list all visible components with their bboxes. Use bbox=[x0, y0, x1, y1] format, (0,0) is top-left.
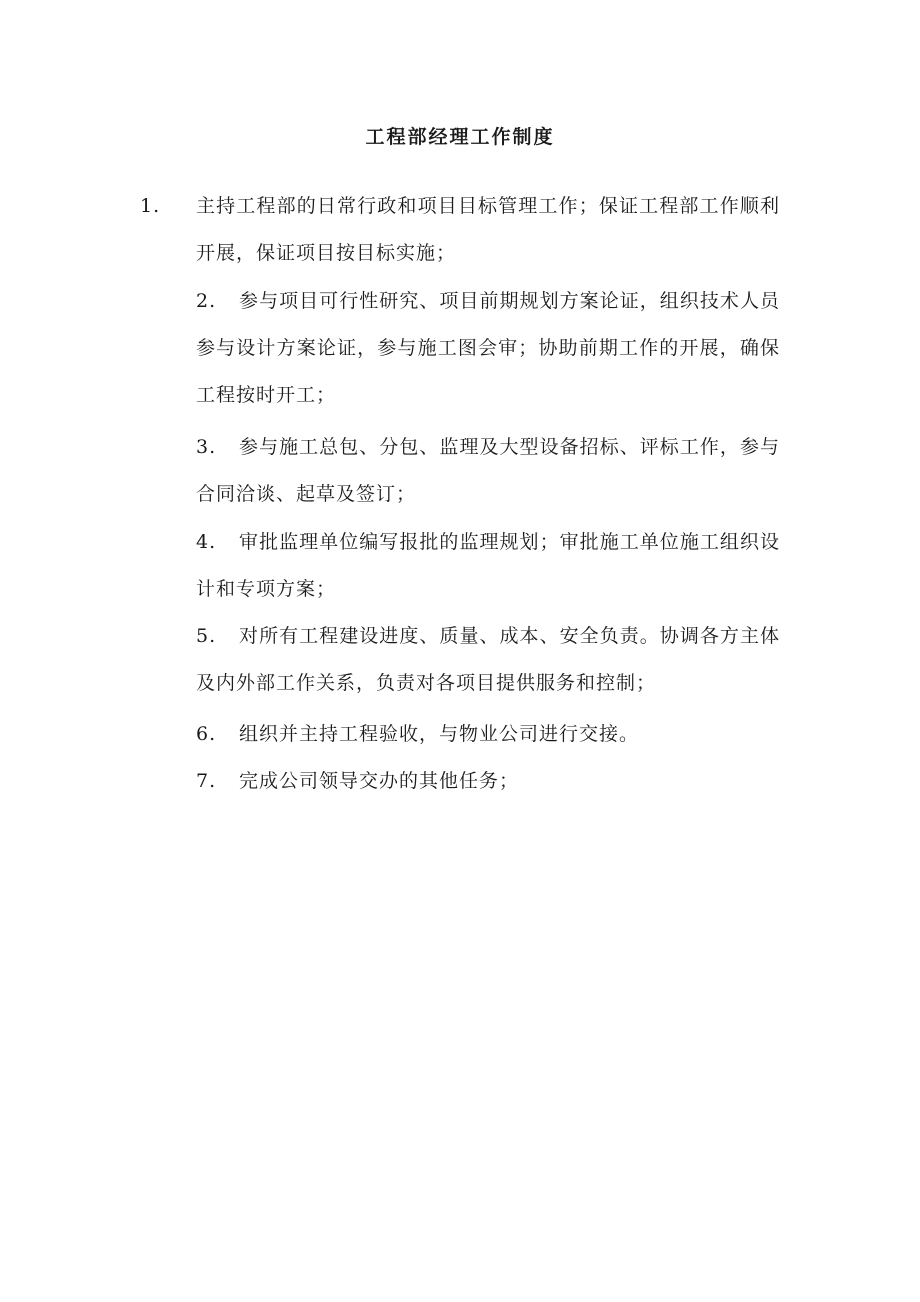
item-text: 主持工程部的日常行政和项目目标管理工作；保证工程部工作顺利开展，保证项目按目标实施； bbox=[196, 195, 780, 264]
list-item bbox=[196, 711, 780, 758]
item-number: 1. bbox=[140, 195, 161, 217]
item-text: 参与施工总包、分包、监理及大型设备招标、评标工作，参与合同洽谈、起草及签订； bbox=[196, 436, 780, 505]
item-number: 4. bbox=[196, 531, 217, 553]
item-text: 组织并主持工程验收，与物业公司进行交接。 bbox=[239, 723, 640, 745]
list-item bbox=[140, 183, 780, 277]
item-text: 对所有工程建设进度、质量、成本、安全负责。协调各方主体及内外部工作关系，负责对各项目提供服务和控制； bbox=[196, 625, 780, 694]
list-item bbox=[196, 613, 780, 707]
item-number: 7. bbox=[196, 770, 217, 792]
item-number: 2. bbox=[196, 290, 217, 312]
item-number: 6. bbox=[196, 723, 217, 745]
list-item bbox=[196, 424, 780, 518]
item-text: 参与项目可行性研究、项目前期规划方案论证，组织技术人员参与设计方案论证，参与施工图会审；协助前期工作的开展，确保工程按时开工； bbox=[196, 290, 780, 406]
list-item bbox=[196, 758, 780, 805]
item-number: 3. bbox=[196, 436, 217, 458]
list-item bbox=[196, 278, 780, 419]
item-number: 5. bbox=[196, 625, 217, 647]
list-item bbox=[196, 519, 780, 613]
item-text: 审批监理单位编写报批的监理规划；审批施工单位施工组织设计和专项方案； bbox=[196, 531, 780, 600]
item-text: 完成公司领导交办的其他任务； bbox=[239, 770, 520, 792]
document-title: 工程部经理工作制度 bbox=[365, 126, 555, 148]
